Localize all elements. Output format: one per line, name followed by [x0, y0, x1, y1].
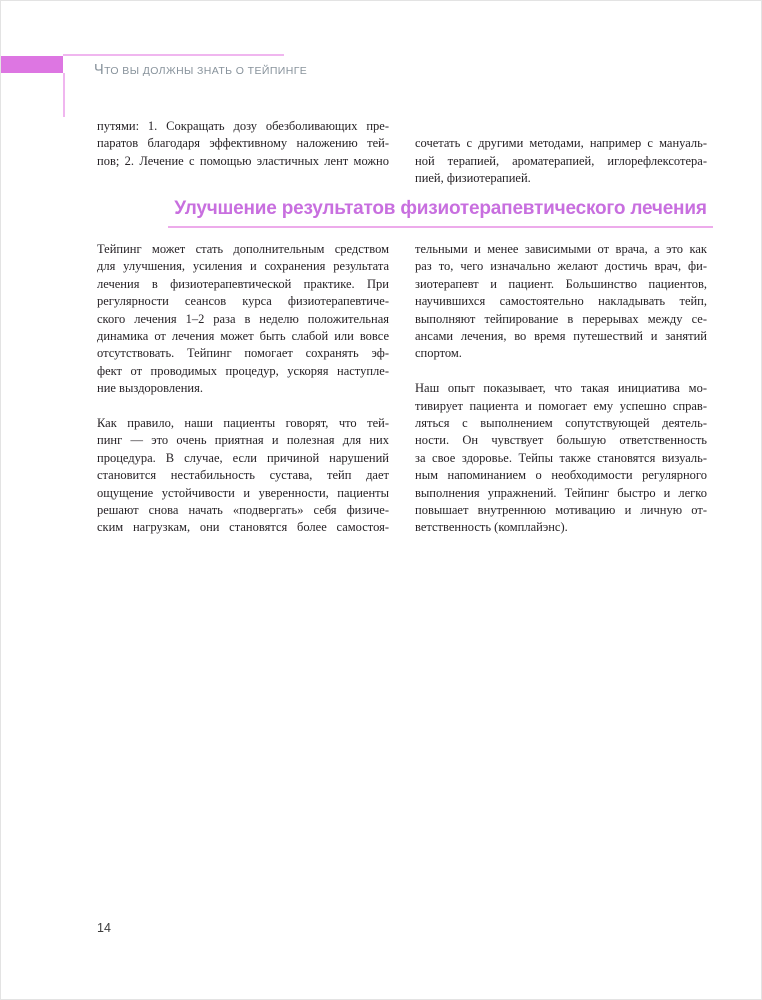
- text-line: фект от проводимых процедур, ускоряя наступле-: [97, 363, 389, 378]
- text-line: ной терапией, ароматерапией, иглорефлексотера-: [415, 153, 707, 168]
- header-rule-vertical: [63, 73, 65, 117]
- text-line: ансами лечения, во время путешествий и занятий: [415, 329, 707, 344]
- text-line: научившихся самостоятельно накладывать тейп,: [415, 294, 707, 309]
- text-line: Наш опыт показывает, что такая инициатива мо-: [415, 381, 707, 396]
- text-line: ляться с выполнением сопутствующей деятель-: [415, 416, 707, 431]
- paragraph: [97, 241, 389, 398]
- text-line: пией, физиотерапией.: [415, 171, 531, 186]
- text-line: выполнения упражнений. Тейпинг быстро и легко: [415, 485, 707, 500]
- text-line: решают снова начать «подвергать» себя физиче-: [97, 503, 389, 518]
- body-left-column: [97, 241, 389, 537]
- intro-left-column: [97, 118, 389, 170]
- text-line: ского лечения 1–2 раза в неделю положительная: [97, 311, 389, 326]
- text-line: динамика от лечения может быть слабой или вовсе: [97, 329, 389, 344]
- text-line: лечения в физиотерапевтической практике. При: [97, 276, 389, 291]
- text-line: для улучшения, усиления и сохранения результата: [97, 259, 389, 274]
- text-line: Тейпинг может стать дополнительным средством: [97, 242, 389, 256]
- paragraph: [415, 241, 707, 363]
- text-line: отсутствовать. Тейпинг помогает сохранять эф-: [97, 346, 389, 361]
- text-line: ние выздоровления.: [97, 381, 203, 396]
- text-line: за свое здоровье. Тейпы также становятся визуаль-: [415, 450, 707, 465]
- text-line: раз то, чего изначально желают достичь врач, фи-: [415, 259, 707, 274]
- text-line: зиотерапевт и пациент. Большинство пациентов,: [415, 276, 707, 291]
- text-line: процедура. В случае, если причиной нарушений: [97, 450, 389, 465]
- header-rule-horizontal: [63, 54, 284, 56]
- running-header: ЧТО ВЫ ДОЛЖНЫ ЗНАТЬ О ТЕЙПИНГЕ: [94, 62, 308, 78]
- text-line: выполняют тейпирование в перерывах между се-: [415, 311, 707, 326]
- text-line: пинг — это очень приятная и полезная для них: [97, 433, 389, 448]
- text-line: сочетать с другими методами, например с мануаль-: [415, 136, 707, 151]
- paragraph: [97, 415, 389, 537]
- page-number: 14: [97, 921, 111, 935]
- text-line: пов; 2. Лечение с помощью эластичных лент можно: [97, 153, 389, 168]
- text-line: спортом.: [415, 346, 462, 361]
- text-line: ности. Он чувствует большую ответственность: [415, 433, 707, 448]
- body-right-column: [415, 241, 707, 537]
- text-line: тельными и менее зависимыми от врача, а это как: [415, 242, 707, 256]
- text-line: тивирует пациента и помогает ему успешно справ-: [415, 398, 707, 413]
- text-line: регулярности сеансов курса физиотерапевтиче-: [97, 294, 389, 309]
- text-line: паратов благодаря эффективному наложению тей-: [97, 136, 389, 151]
- text-line: ощущение устойчивости и уверенности, пациенты: [97, 485, 389, 500]
- text-line: ским нагрузкам, они становятся более самостоя-: [97, 520, 389, 535]
- text-line: Как правило, наши пациенты говорят, что тей-: [97, 416, 389, 431]
- text-line: путями: 1. Сокращать дозу обезболивающих пре-: [97, 119, 389, 133]
- intro-right-column: [415, 135, 707, 187]
- section-heading: Улучшение результатов физиотерапевтического лечения: [168, 198, 713, 228]
- text-line: ветственность (комплайэнс).: [415, 520, 568, 535]
- header-accent-bar: [1, 56, 63, 73]
- text-line: повышает внутреннюю мотивацию и личную от-: [415, 503, 707, 518]
- text-line: ным напоминанием о необходимости регулярного: [415, 468, 707, 483]
- text-line: становится нестабильность сустава, тейп дает: [97, 468, 389, 483]
- paragraph: [415, 380, 707, 537]
